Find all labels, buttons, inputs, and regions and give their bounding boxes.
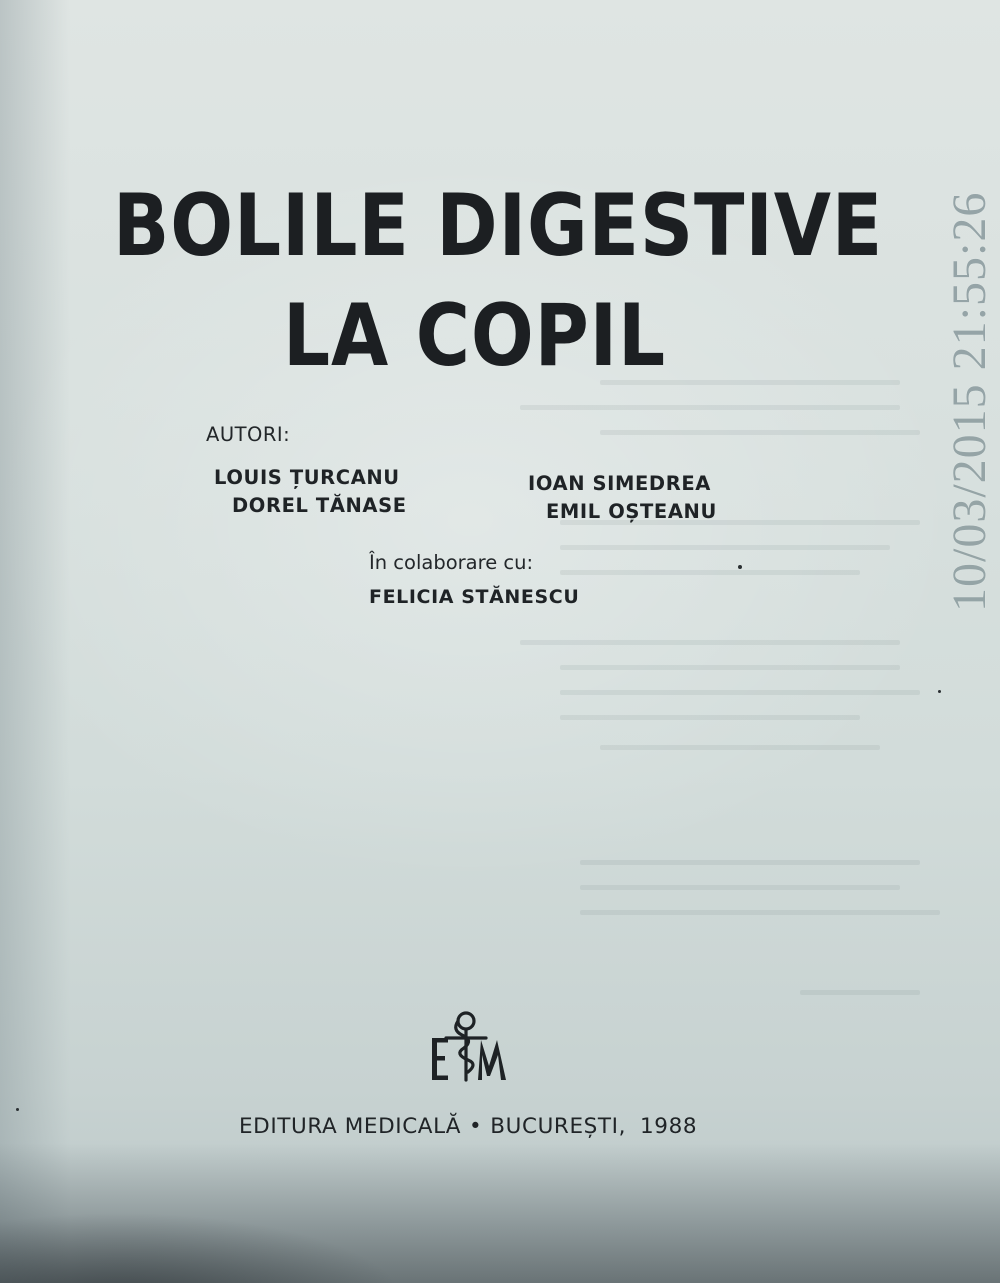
publisher-logo-icon [428, 1008, 512, 1088]
ink-speck [938, 690, 941, 693]
bleed-through-line [580, 860, 920, 865]
camera-date-stamp: 10/03/2015 21:55:26 [943, 191, 996, 612]
photo-shadow-corner [0, 1163, 420, 1283]
publisher-city: BUCUREȘTI, [490, 1114, 627, 1139]
bleed-through-line [560, 570, 860, 575]
publisher-name: EDITURA MEDICALĂ [239, 1114, 461, 1139]
collaborator-name: FELICIA STĂNESCU [369, 586, 580, 608]
bleed-through-line [580, 910, 940, 915]
author-name: DOREL TĂNASE [232, 494, 407, 517]
publisher-imprint [239, 1114, 697, 1139]
bleed-through-line [560, 690, 920, 695]
bleed-through-line [600, 745, 880, 750]
book-title-line-1: BOLILE DIGESTIVE [113, 176, 884, 276]
ink-speck [738, 565, 742, 569]
author-name: LOUIS ȚURCANU [214, 466, 400, 489]
bleed-through-line [560, 715, 860, 720]
spine-shadow [0, 0, 70, 1283]
author-name: IOAN SIMEDREA [528, 472, 711, 495]
ink-speck [16, 1108, 19, 1111]
bleed-through-line [560, 545, 890, 550]
authors-label: AUTORI: [206, 423, 291, 446]
bleed-through-line [560, 665, 900, 670]
collaboration-label: În colaborare cu: [369, 551, 534, 574]
bleed-through-line [800, 990, 920, 995]
bleed-through-line [520, 640, 900, 645]
imprint-separator: • [469, 1114, 483, 1139]
book-title-line-2: LA COPIL [283, 286, 667, 386]
bleed-through-line [520, 405, 900, 410]
bleed-through-line [580, 885, 900, 890]
publication-year: 1988 [640, 1114, 698, 1139]
bleed-through-line [600, 430, 920, 435]
author-name: EMIL OȘTEANU [546, 500, 717, 523]
